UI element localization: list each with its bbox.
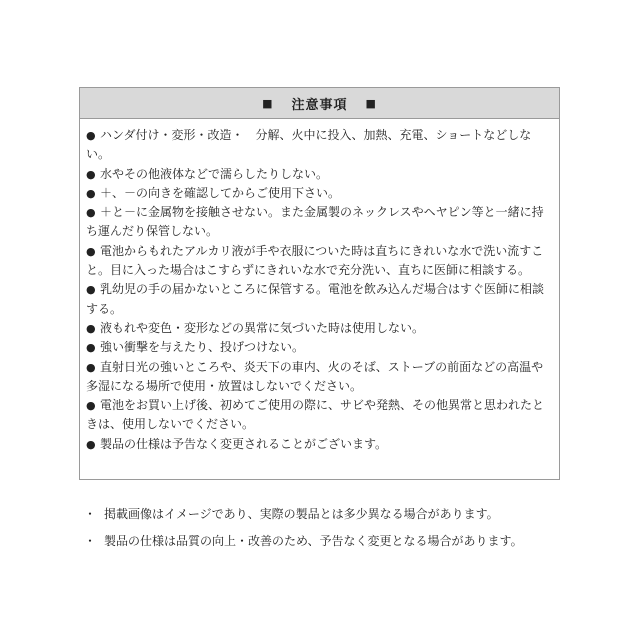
bullet-icon: ● xyxy=(86,321,96,335)
bullet-icon: ● xyxy=(86,283,96,297)
notice-item xyxy=(86,126,553,165)
notice-item xyxy=(86,184,553,203)
footnote-item xyxy=(84,505,564,523)
bullet-icon: ● xyxy=(86,206,96,220)
notice-item-text: 直射日光の強いところや、炎天下の車内、火のそば、ストーブの前面などの高温や多湿になる場所で使用・放置はしないでください。 xyxy=(86,359,544,393)
notice-item xyxy=(86,165,553,184)
notice-item-text: 液もれや変色・変形などの異常に気づいた時は使用しない。 xyxy=(100,320,425,335)
notice-item-text: 電池からもれたアルカリ液が手や衣服についた時は直ちにきれいな水で洗い流すこと。目に入った場合はこすらずにきれいな水で充分洗い、直ちに医師に相談する。 xyxy=(86,243,544,278)
bullet-icon: ● xyxy=(86,399,96,413)
footnote-item xyxy=(84,532,564,550)
notice-item xyxy=(86,280,553,319)
bullet-icon: ● xyxy=(86,437,96,451)
bullet-icon: ● xyxy=(86,167,96,181)
notice-item-text: 強い衝撃を与えたり、投げつけない。 xyxy=(100,340,305,355)
square-icon: ■ xyxy=(365,96,377,110)
notice-item-text: 乳幼児の手の届かないところに保管する。電池を飲み込んだ場合はすぐ医師に相談する。 xyxy=(86,282,545,316)
notice-item-text: 電池をお買い上げ後、初めてご使用の際に、サビや発熱、その他異常と思われたときは、使用しないでください。 xyxy=(86,398,545,432)
footnotes xyxy=(84,505,564,559)
notice-title: 注意事項 xyxy=(291,97,348,113)
notice-item-text: 製品の仕様は予告なく変更されることがございます。 xyxy=(100,436,388,451)
notice-box xyxy=(79,87,560,480)
footnote-text: 製品の仕様は品質の向上・改善のため、予告なく変更となる場合があります。 xyxy=(104,534,523,548)
bullet-icon: ● xyxy=(86,186,96,200)
square-icon: ■ xyxy=(262,96,274,110)
notice-item-text: ＋と－に金属物を接触させない。また金属製のネックレスやヘヤピン等と一緒に持ち運んだり保管しない。 xyxy=(86,205,544,239)
bullet-icon: ● xyxy=(86,360,96,374)
footnote-text: 掲載画像はイメージであり、実際の製品とは多少異なる場合があります。 xyxy=(104,507,499,521)
notice-item-text: ＋、－の向きを確認してからご使用下さい。 xyxy=(100,185,341,200)
dot-icon: ・ xyxy=(84,507,97,521)
bullet-icon: ● xyxy=(86,129,96,142)
bullet-icon: ● xyxy=(86,244,96,258)
notice-item xyxy=(86,338,553,357)
notice-item xyxy=(86,242,553,281)
notice-item-text: ハンダ付け・変形・改造・ 分解、火中に投入、加熱、充電、ショートなどしない。 xyxy=(86,128,532,162)
notice-item-text: 水やその他液体などで濡らしたりしない。 xyxy=(100,166,329,181)
notice-list xyxy=(80,119,559,454)
notice-item xyxy=(86,203,553,242)
notice-item xyxy=(86,396,553,435)
notice-item xyxy=(86,358,553,397)
notice-item xyxy=(86,435,553,454)
notice-header xyxy=(80,88,559,119)
notice-item xyxy=(86,319,553,338)
dot-icon: ・ xyxy=(84,534,97,548)
bullet-icon: ● xyxy=(86,341,96,355)
